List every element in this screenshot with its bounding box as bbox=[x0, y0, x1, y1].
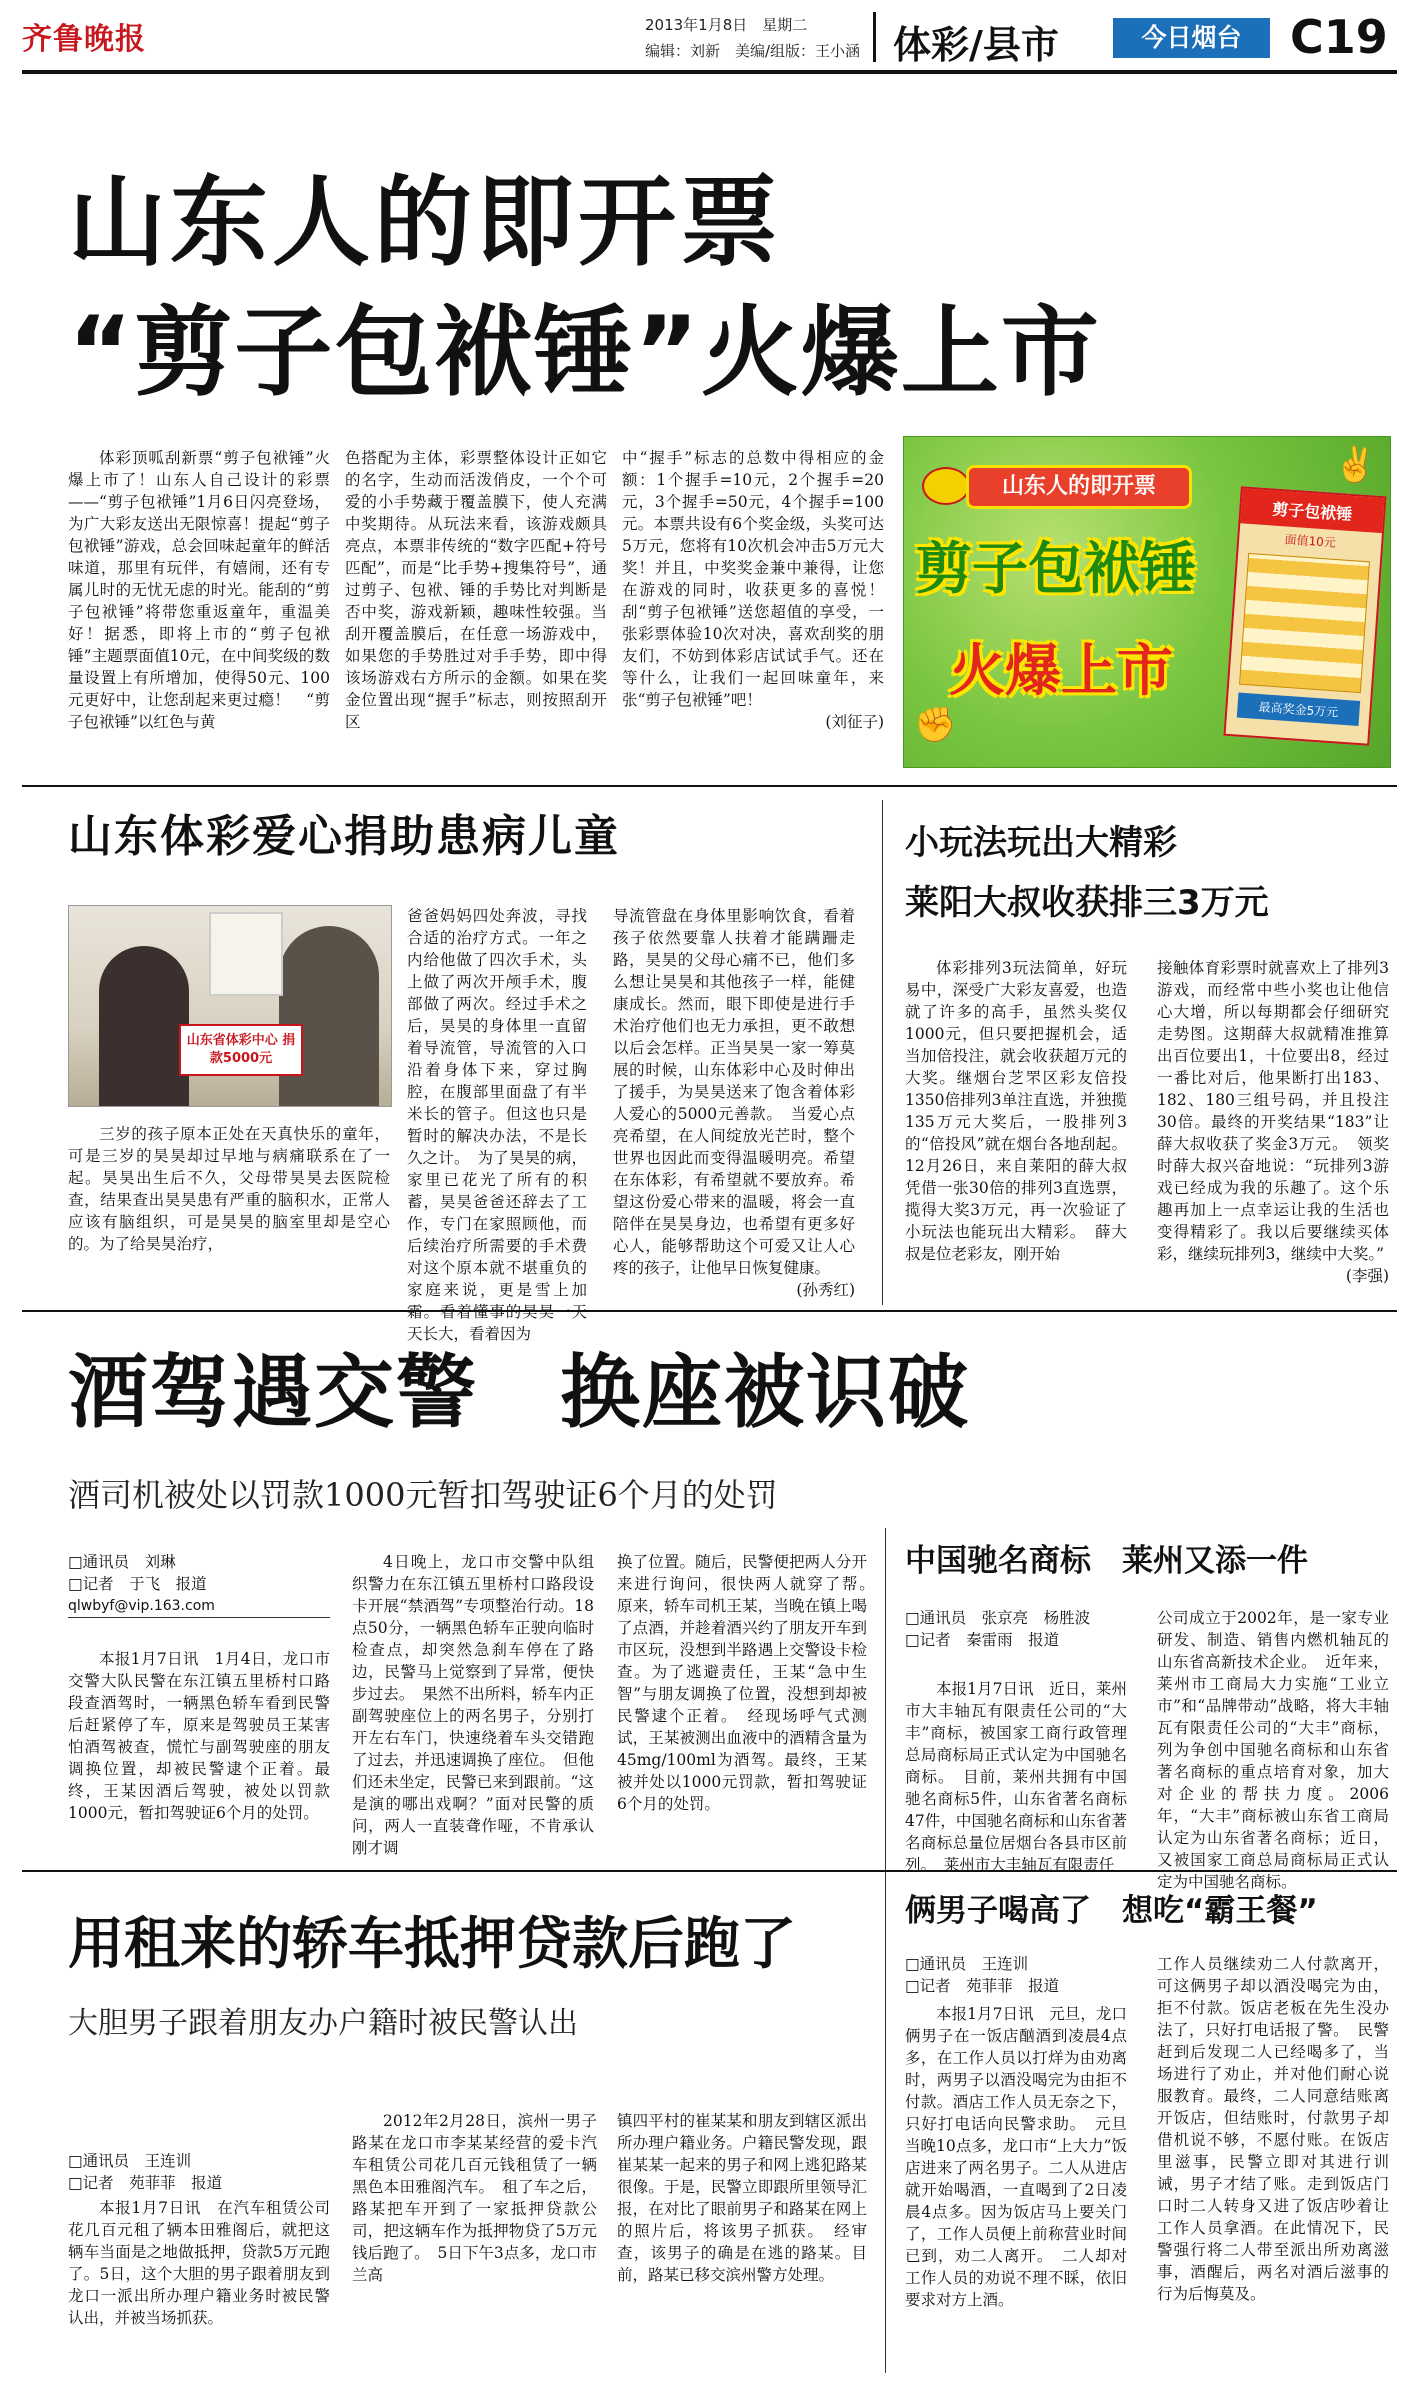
page-number: C19 bbox=[1290, 10, 1388, 64]
story1-col1: 体彩顶呱刮新票“剪子包袱锤”火爆上市了！山东人自己设计的彩票——“剪子包袱锤”1月6日闪亮登场，为广大彩友送出无限惊喜！提起“剪子包袱锤”游戏，总会回味起童年的鲜活味道，那里有玩伴，有嬉闹，还有专属儿时的无忧无虑的时光。能刮的“剪子包袱锤”将带您重返童年，重温美好！据悉，即将上市的“剪子包袱锤”主题票面值10元，在中间奖级的数量设置上有所增加，使得50元、100元更好中，让您刮起来更过瘾！ “剪子包袱锤”以红色与黄 bbox=[68, 449, 330, 731]
story2-story3-divider bbox=[882, 800, 883, 1305]
story7-credit-reporter: □记者 苑菲菲 报道 bbox=[905, 1977, 1060, 1995]
story5-col1: 本报1月7日讯 近日，莱州市大丰轴瓦有限责任公司的“大丰”商标，被国家工商行政管理总局商标局正式认定为中国驰名商标。 目前，莱州共拥有中国驰名商标5件，山东省著名商标47件，中国驰名商标和山东省著名商标总量位居烟台各县市区前列。 莱州市大丰轴瓦有限责任 bbox=[905, 1680, 1127, 1874]
story4-credit-correspondent: □通讯员 刘琳 bbox=[68, 1553, 176, 1571]
story4-subheadline: 酒司机被处以罚款1000元暂扣驾驶证6个月的处罚 bbox=[68, 1476, 778, 1514]
story4-credit-reporter: □记者 于飞 报道 bbox=[68, 1575, 207, 1593]
story1-col3 bbox=[622, 447, 900, 733]
story6-headline: 用租来的轿车抵押贷款后跑了 bbox=[68, 1912, 796, 1977]
story7-col2: 工作人员继续劝二人付款离开，可这俩男子却以酒没喝完为由，拒不付款。饭店老板在先生没办法了，只好打电话报了警。 民警赶到后发现二人已经喝多了，当场进行了劝止，并对他们耐心说服教育。最终，二人同意结账离开饭店，但结账时，付款男子却借机说不够，不愿付账。在饭店里滋事，民警立即对其进行训诫，男子才结了账。走到饭店门口时二人转身又进了饭店吵着让工作人员拿酒。在此情况下，民警强行将二人带至派出所劝离滋事，酒醒后，两名对酒后滋事的行为后悔莫及。 bbox=[1157, 1955, 1389, 2303]
story4-col2: 4日晚上，龙口市交警中队组织警力在东江镇五里桥村口路段设卡开展“禁酒驾”专项整治行动。18点50分，一辆黑色轿车正驶向临时检查点，却突然急刹车停在了路边，民警马上觉察到了异常，便快步过去。 果然不出所料，轿车内正副驾驶座位上的两名男子，分别打开左右车门，快速绕着车头交错跑了过去，并迅速调换了座位。 但他们还未坐定，民警已来到跟前。“这是演的哪出戏啊？”面对民警的质问，两人一直装聋作哑，不肯承认刚才调 bbox=[352, 1553, 594, 1857]
story3-author: (李强) bbox=[1345, 1267, 1389, 1285]
story5-bottom-rule bbox=[885, 1870, 1397, 1872]
story1-headline-line2: “剪子包袱锤”火爆上市 bbox=[68, 296, 1101, 410]
section-badge-label: 今日烟台 bbox=[1141, 23, 1242, 52]
ad-title-line1: 剪子包袱锤 bbox=[916, 537, 1196, 602]
issue-date: 2013年1月8日 星期二 bbox=[645, 16, 808, 34]
ad-title-line2: 火爆上市 bbox=[949, 639, 1173, 704]
ad-ticket-price: 面值10元 bbox=[1284, 532, 1337, 550]
story6-subheadline: 大胆男子跟着朋友办户籍时被民警认出 bbox=[68, 2006, 578, 2041]
story3-headline-line2: 莱阳大叔收获排三3万元 bbox=[905, 883, 1269, 923]
story3-col2-text: 接触体育彩票时就喜欢上了排列3游戏，而经常中些小奖也让他信心大增，所以每期都会仔细研究走势图。这期薛大叔就精准推算出百位要出1，十位要出8，经过一番比对后，他果断打出183、182、180三组号码，并且投注30倍。最终的开奖结果“183”让薛大叔收获了奖金3万元。 领奖时薛大叔兴奋地说：“玩排列3游戏已经成为我的乐趣了。这个乐趣再加上一点幸运让我的生活也变得精彩了。我以后要继续买体彩，继续玩排列3，继续中大奖。” bbox=[1157, 959, 1389, 1263]
story4-col1: 本报1月7日讯 1月4日，龙口市交警大队民警在东江镇五里桥村口路段查酒驾时，一辆黑色轿车看到民警后赶紧停了车，原来是驾驶员王某害怕酒驾被查，慌忙与副驾驶座的朋友调换位置，却被民警逮个正着。最终，王某因酒后驾驶，被处以罚款1000元，暂扣驾驶证6个月的处罚。 bbox=[68, 1650, 330, 1822]
story4-email[interactable]: qlwbyf@vip.163.com bbox=[68, 1595, 330, 1618]
story4-credits bbox=[68, 1551, 330, 1618]
ad-ticket-prize: 最高奖金5万元 bbox=[1237, 693, 1360, 726]
story7-credit-correspondent: □通讯员 王连训 bbox=[905, 1955, 1029, 1973]
story3-col1: 体彩排列3玩法简单，好玩易中，深受广大彩友喜爱，也造就了许多的高手，虽然头奖仅1000元，但只要把握机会，适当加倍投注，就会收获超万元的大奖。继烟台芝罘区彩友倍投1350倍排列3单注直选，并独揽135万元大奖后，一股排列3的“倍投风”就在烟台各地刮起。12月26日，来自莱阳的薛大叔凭借一张30倍的排列3直选票，揽得大奖3万元，再一次验证了小玩法也能玩出大精彩。 薛大叔是位老彩友，刚开始 bbox=[905, 959, 1127, 1263]
story6-credits bbox=[68, 2150, 330, 2194]
photo-donation-sign: 山东省体彩中心 捐款5000元 bbox=[179, 1024, 303, 1076]
story2-author: (孙秀红) bbox=[796, 1281, 855, 1299]
photo-woman bbox=[99, 946, 189, 1107]
story5-credit-reporter: □记者 秦雷雨 报道 bbox=[905, 1631, 1060, 1649]
story2-col2: 爸爸妈妈四处奔波，寻找合适的治疗方式。一年之内给他做了四次手术，头上做了两次开颅手术，腹部做了两次。经过手术之后，昊昊的身体里一直留着导流管，导流管的入口沿着身体下来，穿过胸腔，在腹部里面盘了有半米长的管子。但这也只是暂时的解决办法，不是长久之计。 为了昊昊的病，家里已花光了所有的积蓄，昊昊爸爸还辞去了工作，专门在家照顾他，而后续治疗所需要的手术费对这个原本就不堪重负的家庭来说，更是雪上加霜。看着懂事的昊昊一天天长大，看着因为 bbox=[407, 907, 587, 1343]
story2-col3-text: 导流管盘在身体里影响饮食，看着孩子依然要靠人扶着才能蹒跚走路，昊昊的父母心痛不已，他们多么想让昊昊和其他孩子一样，能健康成长。然而，眼下即使是进行手术治疗他们也无力承担，更不敢想以后会怎样。正当昊昊一家一筹莫展的时候，山东体彩中心及时伸出了援手，为昊昊送来了饱含着体彩人爱心的5000元善款。 当爱心点亮希望，在人间绽放光芒时，整个世界也因此而变得温暖明亮。希望在东体彩，有希望就不要放弃。希望这份爱心带来的温暖，将会一直陪伴在昊昊身边，也希望有更多好心人，能够帮助这个可爱又让人心疼的孩子，让他早日恢复健康。 bbox=[613, 907, 855, 1277]
story1-headline-line1: 山东人的即开票 bbox=[68, 166, 783, 280]
ad-ticket-title: 剪子包袱锤 bbox=[1240, 488, 1384, 533]
masthead-logo: 齐鲁晚报 bbox=[22, 22, 146, 57]
ad-ticket bbox=[1223, 486, 1386, 746]
story6-credit-reporter: □记者 苑菲菲 报道 bbox=[68, 2174, 223, 2192]
section-name: 体彩/县市 bbox=[893, 23, 1059, 67]
photo-man bbox=[279, 926, 379, 1107]
editor-credits: 编辑：刘新 美编/组版：王小涵 bbox=[645, 42, 861, 60]
ad-banner-text: 山东人的即开票 bbox=[1001, 474, 1156, 499]
story2-col3 bbox=[613, 905, 855, 1301]
story6-col2: 2012年2月28日，滨州一男子路某在龙口市李某某经营的爱卡汽车租赁公司花几百元钱租赁了一辆黑色本田雅阁汽车。 租了车之后，路某把车开到了一家抵押贷款公司，把这辆车作为抵押物贷了5万元钱后跑了。 5日下午3点多，龙口市兰高 bbox=[352, 2112, 597, 2284]
story4-headline: 酒驾遇交警 换座被识破 bbox=[68, 1345, 970, 1439]
story1-author: (刘征子) bbox=[825, 713, 884, 731]
lottery-ad bbox=[903, 436, 1391, 768]
story2-col1: 三岁的孩子原本正处在天真快乐的童年，可是三岁的昊昊却过早地与病痛联系在了一起。昊昊出生后不久，父母带昊昊去医院检查，结果查出昊昊患有严重的脑积水，正常人应该有脑组织，可是昊昊的脑室里却是空心的。为了给昊昊治疗， bbox=[68, 1125, 390, 1253]
story6-col1: 本报1月7日讯 在汽车租赁公司花几百元租了辆本田雅阁后，就把这辆车当面是之地做抵押，贷款5万元跑了。5日，这个大胆的男子跟着朋友到龙口一派出所办理户籍业务时被民警认出，并被当场抓获。 bbox=[68, 2199, 330, 2327]
story5-headline: 中国驰名商标 莱州又添一件 bbox=[905, 1543, 1308, 1579]
story7-credits bbox=[905, 1953, 1127, 1997]
header-divider bbox=[873, 12, 876, 62]
story5-col2: 公司成立于2002年，是一家专业研发、制造、销售内燃机轴瓦的山东省高新技术企业。 近年来，莱州市工商局大力实施“工业立市”和“品牌带动”战略，将大丰轴瓦有限责任公司的“大丰”商标，列为争创中国驰名商标和山东省著名商标的重点培育对象，加大对企业的帮扶力度。2006年，“大丰”商标被山东省工商局认定为山东省著名商标；近日，又被国家工商总局商标局正式认定为中国驰名商标。 bbox=[1157, 1609, 1389, 1891]
story1-col3-text: 中“握手”标志的总数中得相应的金额：1个握手=10元，2个握手=20元，3个握手=50元，4个握手=100元。本票共设有6个奖金级，头奖可达5万元，您将有10次机会冲击5万元大奖！并且，中奖奖金兼中兼得，让您在游戏的同时，收获更多的喜悦！ 刮“剪子包袱锤”送您超值的享受，一张彩票体验10次对决，喜欢刮奖的朋友们，不妨到体彩店试试手气。还在等什么，让我们一起回味童年，来张“剪子包袱锤”吧！ bbox=[622, 449, 900, 709]
story3-col2 bbox=[1157, 957, 1389, 1287]
story3-headline-line1: 小玩法玩出大精彩 bbox=[905, 823, 1177, 863]
story6-col3: 镇四平村的崔某某和朋友到辖区派出所办理户籍业务。户籍民警发现，跟崔某某一起来的男子和网上逃犯路某很像。于是，民警立即跟所里领导汇报，在对比了眼前男子和路某在网上的照片后，将该男子抓获。 经审查，该男子的确是在逃的路某。目前，路某已移交滨州警方处理。 bbox=[617, 2112, 867, 2284]
story5-credits bbox=[905, 1607, 1127, 1651]
story4-story5-divider bbox=[885, 1528, 886, 2373]
story2-photo bbox=[68, 905, 392, 1107]
story2-bottom-rule bbox=[22, 1310, 1397, 1312]
story7-col1: 本报1月7日讯 元旦，龙口俩男子在一饭店酗酒到凌晨4点多，在工作人员以打烊为由劝离时，两男子以酒没喝完为由拒不付款。酒店工作人员无奈之下，只好打电话向民警求助。 元旦当晚10点多，龙口市“上大力”饭店进来了两名男子。二人从进店就开始喝酒，一直喝到了2日凌晨4点多。因为饭店马上要关门了，工作人员便上前称营业时间已到，劝二人离开。 二人却对工作人员的劝说不理不睬，依旧要求对方上酒。 bbox=[905, 2005, 1127, 2309]
story7-headline: 俩男子喝高了 想吃“霸王餐” bbox=[905, 1893, 1318, 1929]
story4-col3: 换了位置。随后，民警便把两人分开来进行询问，很快两人就穿了帮。 原来，轿车司机王某，当晚在镇上喝了点酒，并趁着酒兴约了朋友开车到市区玩，没想到半路遇上交警设卡检查。为了逃避责任，王某“急中生智”与朋友调换了位置，没想到却被民警逮个正着。 经现场呼气式测试，王某被测出血液中的酒精含量为45mg/100ml为酒驾。最终，王某被并处以1000元罚款，暂扣驾驶证6个月的处罚。 bbox=[617, 1553, 883, 1813]
story1-col2: 色搭配为主体，彩票整体设计正如它的名字，生动而活泼俏皮，一个个可爱的小手势藏于覆盖膜下，使人充满中奖期待。从玩法来看，该游戏颇具亮点，本票非传统的“数字匹配+符号匹配”，而是“比手势+搜集符号”，通过剪子、包袱、锤的手势比对判断是否中奖，游戏新颖，趣味性较强。当刮开覆盖膜后，在任意一场游戏中，如果您的手势胜过对手手势，即中得该场游戏右方所示的金额。如果在奖金位置出现“握手”标志，则按照刮开区 bbox=[345, 449, 607, 731]
photo-window bbox=[209, 912, 283, 996]
ad-fist-icon: ✊ bbox=[914, 705, 957, 745]
ad-ticket-grid bbox=[1239, 553, 1370, 693]
story4-bottom-rule bbox=[22, 1870, 885, 1872]
story2-headline: 山东体彩爱心捐助患病儿童 bbox=[68, 811, 620, 862]
section-badge bbox=[1113, 18, 1270, 58]
ad-hand-icon: ✌ bbox=[1334, 445, 1377, 485]
story5-credit-correspondent: □通讯员 张京亮 杨胜波 bbox=[905, 1609, 1091, 1627]
ad-lottery-logo bbox=[922, 467, 970, 505]
ad-banner bbox=[966, 465, 1192, 509]
story6-credit-correspondent: □通讯员 王连训 bbox=[68, 2152, 192, 2170]
header-rule bbox=[22, 70, 1397, 74]
story1-bottom-rule bbox=[22, 785, 1397, 787]
